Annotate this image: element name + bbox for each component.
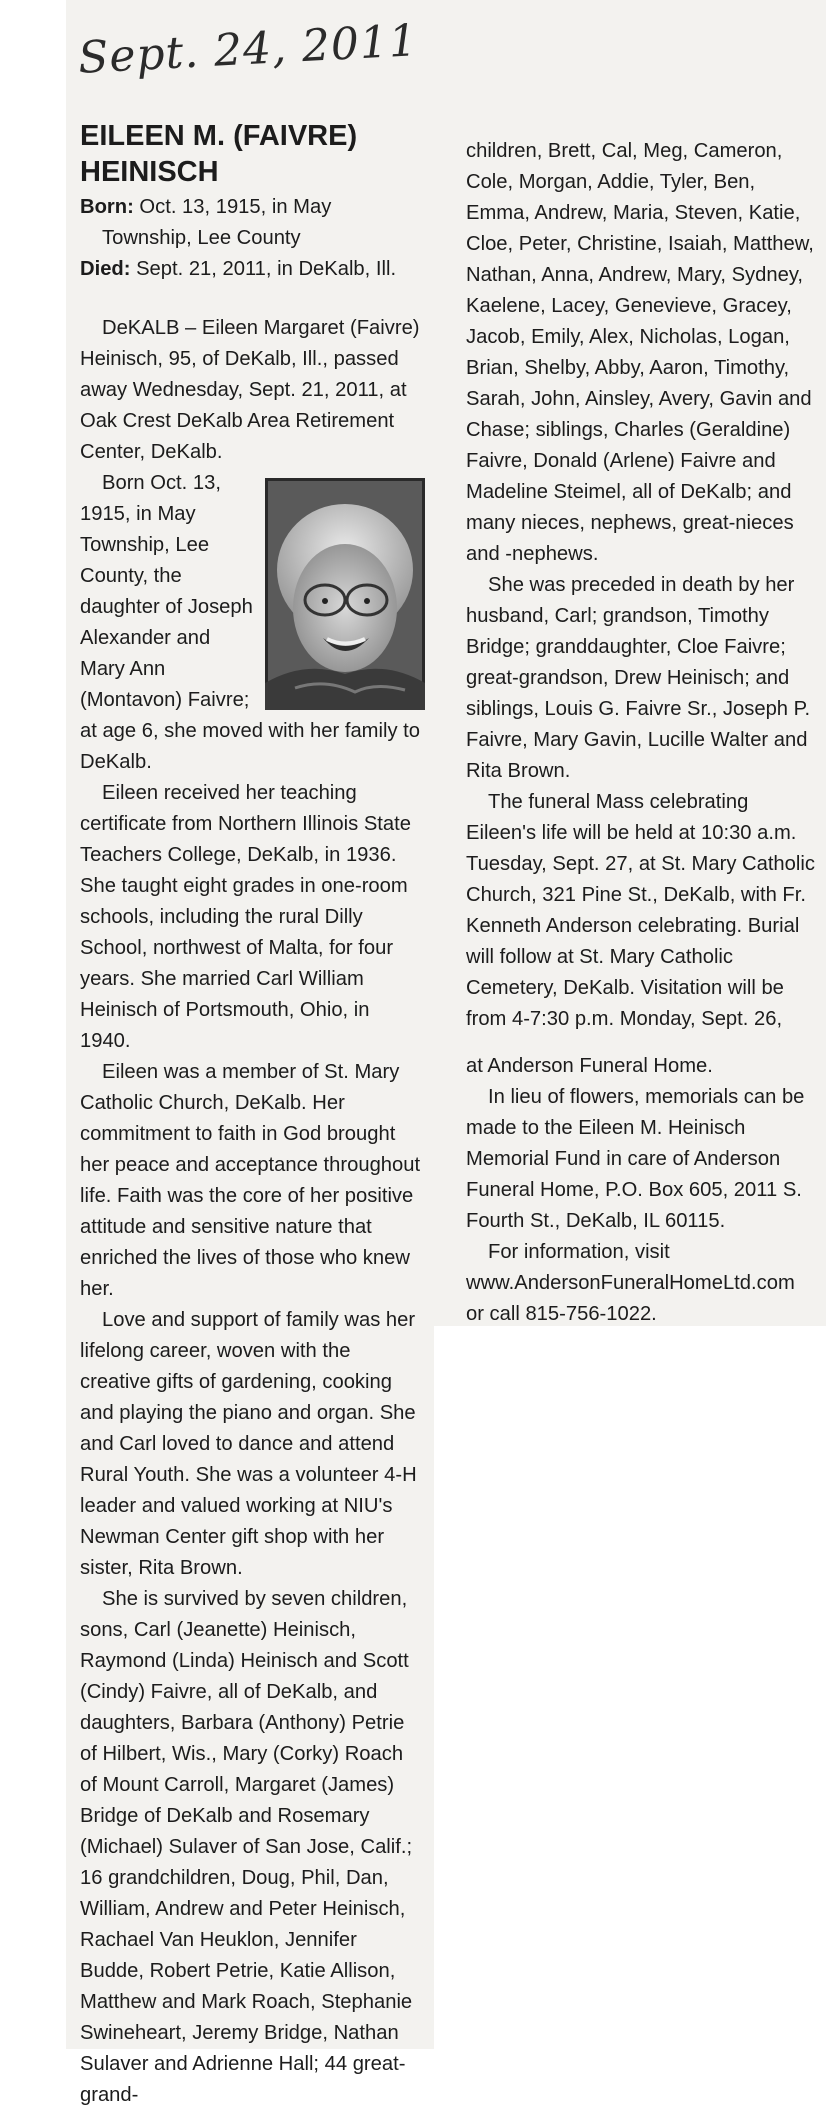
born-line	[80, 192, 425, 254]
died-label: Died:	[80, 258, 131, 280]
left-column	[80, 118, 425, 2111]
paragraph-family: Love and support of family was her lifelong career, woven with the creative gifts of gardening, cooking and playing the piano and organ. She and Carl loved to dance and attend Rural Youth. She was a volunteer 4-H leader and valued working at NIU's Newman Center gift shop with her sister, Rita Brown.	[80, 1309, 417, 1579]
paragraph-memorials: In lieu of flowers, memorials can be made to the Eileen M. Heinisch Memorial Fund in care of Anderson Funeral Home, P.O. Box 605, 2011 S. Fourth St., DeKalb, IL 60115.	[466, 1086, 805, 1232]
portrait-image	[265, 478, 425, 710]
funeral-home-line: at Anderson Funeral Home.	[466, 1055, 713, 1077]
section-gap	[80, 285, 425, 313]
survivors-continuation: children, Brett, Cal, Meg, Cameron, Cole, Morgan, Addie, Tyler, Ben, Emma, Andrew, Maria, Steven, Katie, Cloe, Peter, Christine, Isaiah, Matthew, Nathan, Anna, Andrew, Mary, Sydney, Kaelene, Lacey, Genevieve, Gracey, Jacob, Emily, Alex, Nicholas, Logan, Brian, Shelby, Abby, Aaron, Timothy, Sarah, John, Ainsley, Avery, Gavin and Chase; siblings, Charles (Geraldine) Faivre, Donald (Arlene) Faivre and Madeline Steimel, all of DeKalb; and many nieces, nephews, great-nieces and -nephews.	[466, 140, 814, 565]
paragraph-information: For information, visit www.AndersonFuneralHomeLtd.com or call 815-756-1022.	[466, 1241, 795, 1325]
paragraph-teaching: Eileen received her teaching certificate from Northern Illinois State Teachers College, DeKalb, in 1936. She taught eight grades in one-room schools, including the rural Dilly School, northwest of Malta, for four years. She married Carl William Heinisch of Portsmouth, Ohio, in 1940.	[80, 782, 411, 1052]
obituary-headline: EILEEN M. (FAIVRE) HEINISCH	[80, 120, 358, 188]
paragraph-birth-text: Born Oct. 13, 1915, in May Township, Lee County, the daughter of Joseph Alexander and Mary Ann (Montavon) Faivre; at age 6, she moved with her family to DeKalb.	[80, 472, 420, 773]
paragraph-funeral: The funeral Mass celebrating Eileen's life will be held at 10:30 a.m. Tuesday, Sept. 27, at St. Mary Catholic Church, 321 Pine St., DeKalb, with Fr. Kenneth Anderson celebrating. Burial will follow at St. Mary Catholic Cemetery, DeKalb. Visitation will be from 4-7:30 p.m. Monday, Sept. 26,	[466, 791, 815, 1030]
born-label: Born:	[80, 196, 134, 218]
paragraph-faith: Eileen was a member of St. Mary Catholic Church, DeKalb. Her commitment to faith in God brought her peace and acceptance throughout life. Faith was the core of her positive attitude and sensitive nature that enriched the lives of those who knew her.	[80, 1061, 421, 1300]
paragraph-birth	[80, 468, 425, 778]
handwritten-date: Sept. 24, 2011	[76, 15, 420, 84]
right-column	[466, 136, 816, 1330]
portrait-photo	[265, 478, 425, 710]
died-line	[80, 254, 425, 285]
paragraph-survivors: She is survived by seven children, sons, Carl (Jeanette) Heinisch, Raymond (Linda) Heinisch and Scott (Cindy) Faivre, all of DeKalb, and daughters, Barbara (Anthony) Petrie of Hilbert, Wis., Mary (Corky) Roach of Mount Carroll, Margaret (James) Bridge of DeKalb and Rosemary (Michael) Sulaver of San Jose, Calif.; 16 grandchildren, Doug, Phil, Dan, William, Andrew and Peter Heinisch, Rachael Van Heuklon, Jennifer Budde, Robert Petrie, Katie Allison, Matthew and Mark Roach, Stephanie Swineheart, Jeremy Bridge, Nathan Sulaver and Adrienne Hall; 44 great-grand-	[80, 1588, 413, 2106]
born-text: Oct. 13, 1915, in May Township, Lee County	[102, 196, 332, 249]
paragraph-preceded: She was preceded in death by her husband, Carl; grandson, Timothy Bridge; granddaughter, Cloe Faivre; great-grandson, Drew Heinisch; and siblings, Louis G. Faivre Sr., Joseph P. Faivre, Mary Gavin, Lucille Walter and Rita Brown.	[466, 574, 811, 782]
paragraph-intro: DeKALB – Eileen Margaret (Faivre) Heinisch, 95, of DeKalb, Ill., passed away Wednesday, Sept. 21, 2011, at Oak Crest DeKalb Area Retirement Center, DeKalb.	[80, 317, 420, 463]
clipping-gap	[466, 1035, 816, 1051]
died-text: Sept. 21, 2011, in DeKalb, Ill.	[130, 258, 397, 280]
